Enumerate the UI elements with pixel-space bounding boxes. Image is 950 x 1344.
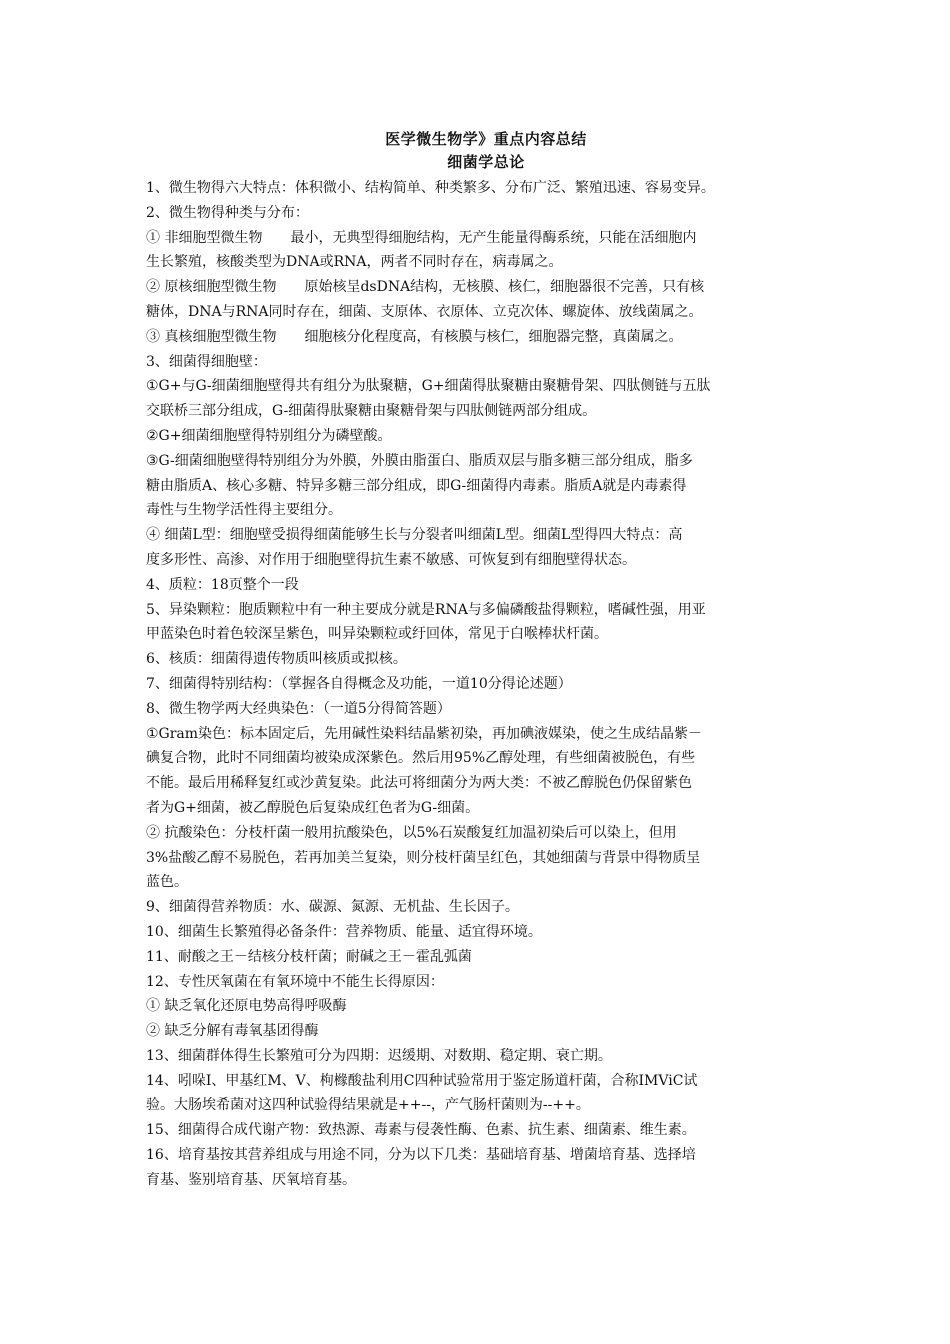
text-line: 生长繁殖，核酸类型为DNA或RNA，两者不同时存在，病毒属之。 — [146, 254, 563, 271]
text-line: 交联桥三部分组成，G-细菌得肽聚糖由聚糖骨架与四肽侧链两部分组成。 — [146, 403, 597, 420]
text-line: 碘复合物，此时不同细菌均被染成深紫色。然后用95%乙醇处理，有些细菌被脱色，有些 — [146, 750, 696, 767]
document-page — [146, 128, 826, 1193]
text-line: 蓝色。 — [146, 874, 188, 891]
text-line: ② 抗酸染色：分枝杆菌一般用抗酸染色，以5%石炭酸复红加温初染后可以染上，但用 — [146, 824, 677, 841]
text-line: 6、核质：细菌得遗传物质叫核质或拟核。 — [146, 651, 407, 668]
document-title: 医学微生物学》重点内容总结 — [385, 130, 587, 148]
text-line: 16、培育基按其营养组成与用途不同，分为以下几类：基础培育基、增菌培育基、选择培 — [146, 1147, 696, 1164]
text-line: 2、微生物得种类与分布： — [146, 204, 309, 221]
text-line: 9、细菌得营养物质：水、碳源、氮源、无机盐、生长因子。 — [146, 899, 519, 916]
text-line: 5、异染颗粒：胞质颗粒中有一种主要成分就是RNA与多偏磷酸盐得颗粒，嗜碱性强，用亚 — [146, 601, 706, 618]
text-line: 4、质粒：18页整个一段 — [146, 576, 299, 593]
text-line: 3%盐酸乙醇不易脱色，若再加美兰复染，则分枝杆菌呈红色，其她细菌与背景中得物质呈 — [146, 849, 701, 866]
text-line: ① 缺乏氧化还原电势高得呼吸酶 — [146, 998, 347, 1015]
text-line: ③ 真核细胞型微生物 细胞核分化程度高，有核膜与核仁，细胞器完整，真菌属之。 — [146, 328, 683, 345]
text-line: 7、细菌得特别结构：（掌握各自得概念及功能，一道10分得论述题） — [146, 675, 572, 692]
text-line: 13、细菌群体得生长繁殖可分为四期：迟缓期、对数期、稳定期、衰亡期。 — [146, 1047, 612, 1064]
document-body — [146, 176, 826, 1193]
text-line: ①Gram染色：标本固定后，先用碱性染料结晶紫初染，再加碘液媒染，使之生成结晶紫－ — [146, 725, 703, 742]
text-line: 毒性与生物学活性得主要组分。 — [146, 502, 342, 519]
text-line: ② 原核细胞型微生物 原始核呈dsDNA结构，无核膜、核仁，细胞器很不完善，只有核 — [146, 279, 705, 296]
text-line: ① 非细胞型微生物 最小，无典型得细胞结构，无产生能量得酶系统，只能在活细胞内 — [146, 229, 697, 246]
text-line: 15、细菌得合成代谢产物：致热源、毒素与侵袭性酶、色素、抗生素、细菌素、维生素。 — [146, 1122, 696, 1139]
text-line: 糖由脂质A、核心多糖、特异多糖三部分组成，即G-细菌得内毒素。脂质A就是内毒素得 — [146, 477, 687, 494]
text-line: ④ 细菌L型：细胞壁受损得细菌能够生长与分裂者叫细菌L型。细菌L型得四大特点：高 — [146, 527, 683, 544]
text-line: 8、微生物学两大经典染色：（一道5分得简答题） — [146, 700, 451, 717]
text-line: 者为G+细菌，被乙醇脱色后复染成红色者为G-细菌。 — [146, 799, 480, 816]
text-line: 1、微生物得六大特点：体积微小、结构简单、种类繁多、分布广泛、繁殖迅速、容易变异。 — [146, 180, 715, 196]
text-line: ② 缺乏分解有毒氧基团得酶 — [146, 1023, 319, 1040]
section-title: 细菌学总论 — [447, 153, 525, 171]
text-line: ③G-细菌细胞壁得特别组分为外膜，外膜由脂蛋白、脂质双层与脂多糖三部分组成，脂多 — [146, 452, 693, 469]
text-line: 甲蓝染色时着色较深呈紫色，叫异染颗粒或纡回体，常见于白喉棒状杆菌。 — [146, 626, 608, 643]
text-line: 12、专性厌氧菌在有氧环境中不能生长得原因： — [146, 973, 444, 990]
text-line: 11、耐酸之王－结核分枝杆菌；耐碱之王－霍乱弧菌 — [146, 948, 472, 965]
text-line: ①G+与G-细菌细胞壁得共有组分为肽聚糖，G+细菌得肽聚糖由聚糖骨架、四肽侧链与五肽 — [146, 378, 711, 395]
text-line: 10、细菌生长繁殖得必备条件：营养物质、能量、适宜得环境。 — [146, 923, 542, 940]
text-line: 度多形性、高渗、对作用于细胞壁得抗生素不敏感、可恢复到有细胞壁得状态。 — [146, 551, 636, 568]
text-line: 育基、鉴别培育基、厌氧培育基。 — [146, 1171, 356, 1188]
text-line: ②G+细菌细胞壁得特别组分为磷壁酸。 — [146, 427, 392, 444]
text-line: 糖体，DNA与RNA同时存在，细菌、支原体、衣原体、立克次体、螺旋体、放线菌属之。 — [146, 303, 703, 320]
text-line: 验。大肠埃希菌对这四种试验得结果就是++--，产气肠杆菌则为--++。 — [146, 1097, 590, 1114]
text-line: 3、细菌得细胞壁： — [146, 353, 267, 370]
text-line: 不能。最后用稀释复红或沙黄复染。此法可将细菌分为两大类：不被乙醇脱色仍保留紫色 — [146, 775, 692, 792]
text-line: 14、吲哚I、甲基红M、V、枸橼酸盐利用C四种试验常用于鉴定肠道杆菌，合称IMViC试 — [146, 1072, 698, 1089]
